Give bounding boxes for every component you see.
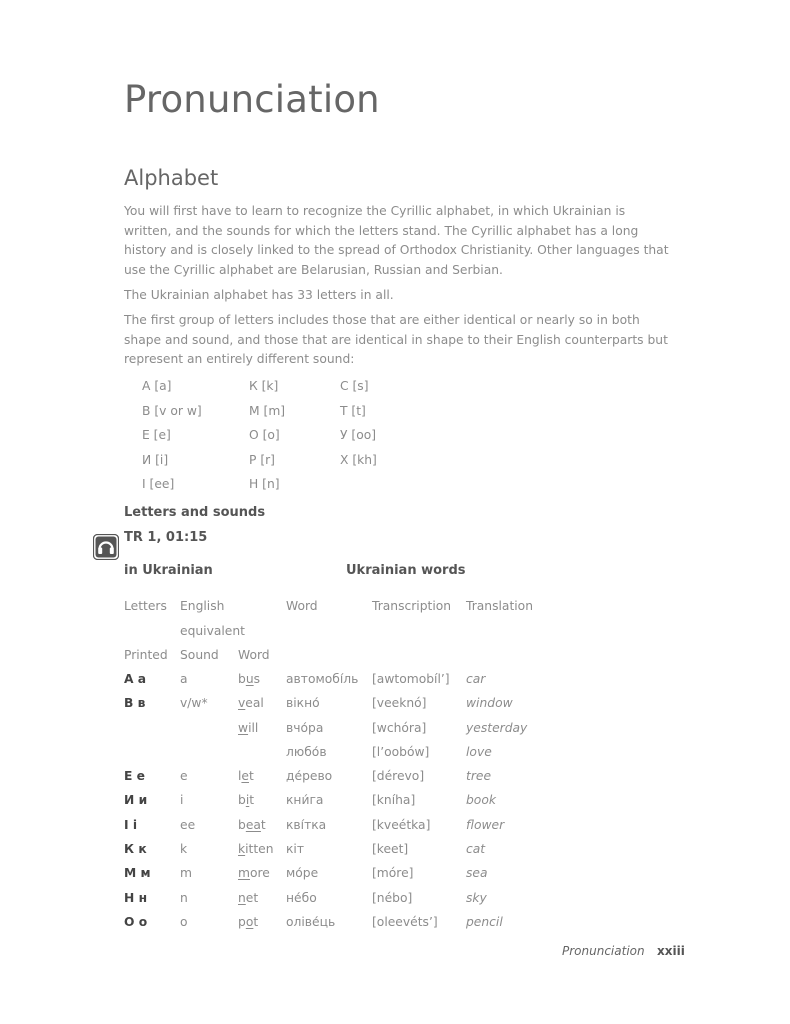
translation: window [466,696,513,710]
translation: sky [466,891,487,905]
transcription: [keet] [372,842,409,856]
alphabet-item: Х [kh] [340,452,377,467]
ukrainian-word: не́бо [286,891,317,905]
ukrainian-words-heading: Ukrainian words [346,563,466,578]
alphabet-column [142,374,202,497]
letters-sounds-heading: Letters and sounds [124,505,266,520]
sound: k [180,842,188,856]
alphabet-item: С [s] [340,379,369,393]
ukrainian-word: де́рево [286,769,333,783]
ukrainian-word: кіт [286,842,305,856]
alphabet-item: У [oo] [340,428,377,442]
transcription: [dérevo] [372,769,425,783]
header-word: Word [286,599,318,613]
translation: car [466,672,486,686]
page-title: Pronunciation [124,78,380,121]
alphabet-column [249,374,285,497]
alphabet-item: Р [r] [249,452,275,467]
header-translation: Translation [466,599,534,613]
letter-count-paragraph: The Ukrainian alphabet has 33 letters in all. [124,288,394,302]
english-word: let [238,769,254,783]
ukrainian-word: вчо́ра [286,721,324,735]
printed-letter: Н н [124,891,148,905]
ukrainian-word: вікно́ [286,696,320,710]
ukrainian-word: оліве́ць [286,915,336,929]
ukrainian-word: кни́га [286,793,324,807]
printed-letter: К к [124,842,147,856]
translation: book [466,793,496,807]
alphabet-item: О [o] [249,428,280,442]
english-word: more [238,866,270,880]
english-word: net [238,891,259,905]
printed-letter: О о [124,915,148,929]
intro-paragraph: You will first have to learn to recognize the Cyrillic alphabet, in which Ukrainian is written, and the sounds for which the letters stand. The Cyrillic alphabet has a long history and is closely linked to the spread of Orthodox Christianity. Other languages that use the Cyrillic alphabet are Belarusian, Russian and Serbian. [124,204,669,278]
transcription: [nébo] [372,891,413,905]
sound: ee [180,818,196,832]
in-ukrainian-heading: in Ukrainian [124,563,213,578]
translation: pencil [466,915,503,929]
translation: flower [466,818,505,832]
transcription: [móre] [372,866,414,880]
translation: cat [466,842,486,856]
printed-letter: М м [124,866,151,880]
header-printed: Printed [124,648,168,662]
english-word: bus [238,672,261,686]
sound: o [180,915,188,929]
printed-letter: А а [124,672,147,686]
printed-letter: Е е [124,769,146,783]
alphabet-item: К [k] [249,379,279,393]
alphabet-item: И [i] [142,452,169,467]
transcription: [veeknó] [372,696,427,710]
english-word: kitten [238,842,274,856]
english-word: pot [238,915,259,929]
english-word: veal [238,696,264,710]
alphabet-item: М [m] [249,403,286,418]
first-group-paragraph: The first group of letters includes those that are either identical or nearly so in both shape and sound, and those that are identical in shape to their English counterparts but represent an entirely different sound: [124,313,668,367]
header-english-word: Word [238,648,270,662]
alphabet-column [340,374,377,472]
translation: tree [466,769,492,783]
english-word: will [238,721,259,735]
sound: v/w* [180,696,208,710]
translation: sea [466,866,488,880]
sound: a [180,672,188,686]
ukrainian-word: мо́ре [286,866,319,880]
alphabet-item: Н [n] [249,477,280,491]
transcription: [kníha] [372,793,416,807]
printed-letter: И и [124,793,148,807]
transcription: [wchóra] [372,721,427,735]
translation: yesterday [466,721,528,735]
page-number: xxiii [657,944,685,958]
header-equivalent: equivalent [180,624,245,638]
section-title: Alphabet [124,166,219,190]
printed-letter: В в [124,696,146,710]
running-footer-title: Pronunciation [562,944,645,958]
ukrainian-word: автомобі́ль [286,672,359,686]
sound: e [180,769,188,783]
transcription: [oleevéts’] [372,915,438,929]
translation: love [466,745,492,759]
english-word: beat [238,818,266,832]
headphones-icon[interactable] [93,534,119,560]
ukrainian-word: кві́тка [286,818,327,832]
printed-letter: І і [124,818,138,832]
english-word: bit [238,793,255,807]
header-english: English [180,599,225,613]
audio-track-label: TR 1, 01:15 [124,530,208,545]
alphabet-item: Е [e] [142,428,171,442]
alphabet-item: І [ee] [142,477,175,491]
transcription: [awtomobíl’] [372,672,450,686]
alphabet-item: А [a] [142,379,172,393]
header-sound: Sound [180,648,219,662]
ukrainian-word: любо́в [286,745,327,759]
sound: m [180,866,192,880]
header-letters: Letters [124,599,167,613]
alphabet-item: Т [t] [340,403,366,418]
sound: n [180,891,188,905]
alphabet-item: В [v or w] [142,403,202,418]
header-transcription: Transcription [372,599,452,613]
sound: i [180,793,184,807]
transcription: [kveétka] [372,818,431,832]
transcription: [l’oobów] [372,745,430,759]
